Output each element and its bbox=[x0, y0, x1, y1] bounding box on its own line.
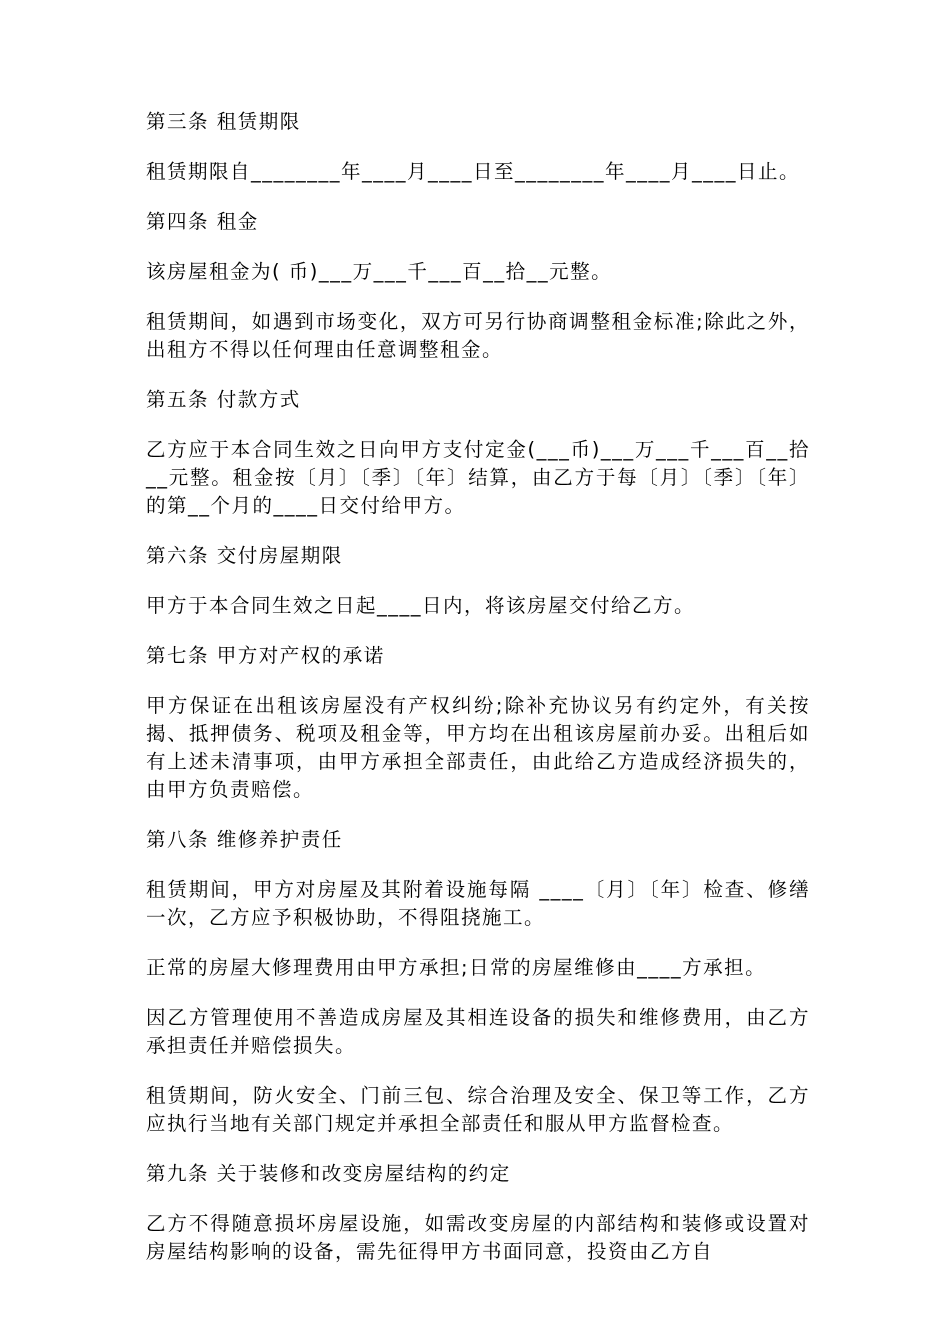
rent-amount-paragraph: 该房屋租金为( 币)___万___千___百__拾__元整。 bbox=[146, 260, 613, 283]
safety-duty-paragraph: 租赁期间，防火安全、门前三包、综合治理及安全、保卫等工作，乙方应执行当地有关部门规定并承担全部责任和服从甲方监督检查。 bbox=[146, 1084, 810, 1135]
inspection-paragraph: 租赁期间，甲方对房屋及其附着设施每隔 ____〔月〕〔年〕检查、修缮一次，乙方应予积极协助，不得阻挠施工。 bbox=[146, 878, 810, 929]
property-rights-paragraph: 甲方保证在出租该房屋没有产权纠纷;除补充协议另有约定外，有关按揭、抵押债务、税项及租金等，甲方均在出租该房屋前办妥。出租后如有上述未清事项，由甲方承担全部责任，由此给乙方造成经济损失的，由甲方负责赔偿。 bbox=[146, 694, 810, 801]
document-page bbox=[146, 108, 810, 1288]
rent-adjustment-paragraph: 租赁期间，如遇到市场变化，双方可另行协商调整租金标准;除此之外，出租方不得以任何理由任意调整租金。 bbox=[146, 310, 810, 361]
article-8-heading: 第八条 维修养护责任 bbox=[146, 828, 343, 851]
article-5-heading: 第五条 付款方式 bbox=[146, 388, 301, 411]
renovation-paragraph: 乙方不得随意损坏房屋设施，如需改变房屋的内部结构和装修或设置对房屋结构影响的设备，需先征得甲方书面同意，投资由乙方自 bbox=[146, 1212, 810, 1263]
delivery-term-paragraph: 甲方于本合同生效之日起____日内，将该房屋交付给乙方。 bbox=[146, 594, 696, 617]
lease-term-paragraph: 租赁期限自________年____月____日至________年____月____日止。 bbox=[146, 160, 801, 183]
damage-liability-paragraph: 因乙方管理使用不善造成房屋及其相连设备的损失和维修费用，由乙方承担责任并赔偿损失。 bbox=[146, 1006, 810, 1057]
repair-cost-paragraph: 正常的房屋大修理费用由甲方承担;日常的房屋维修由____方承担。 bbox=[146, 956, 767, 979]
article-4-heading: 第四条 租金 bbox=[146, 210, 259, 233]
article-3-heading: 第三条 租赁期限 bbox=[146, 110, 301, 133]
article-9-heading: 第九条 关于装修和改变房屋结构的约定 bbox=[146, 1162, 511, 1185]
payment-method-paragraph: 乙方应于本合同生效之日向甲方支付定金(___币)___万___千___百__拾 __元整。租金按〔月〕〔季〕〔年〕结算，由乙方于每〔月〕〔季〕〔年〕的第__个月的____日交付给甲方。 bbox=[146, 438, 810, 517]
article-7-heading: 第七条 甲方对产权的承诺 bbox=[146, 644, 385, 667]
article-6-heading: 第六条 交付房屋期限 bbox=[146, 544, 343, 567]
